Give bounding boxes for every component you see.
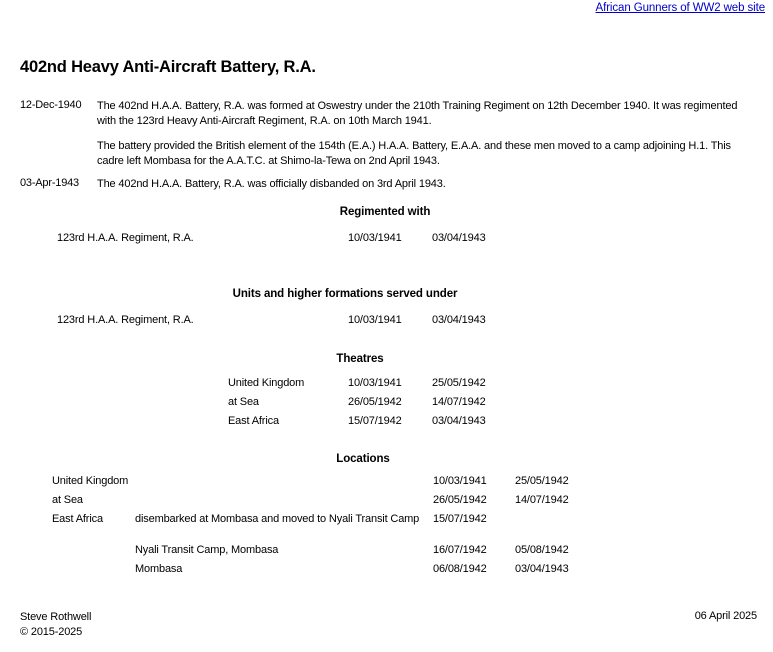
theatre-to-date: 25/05/1942: [432, 377, 486, 389]
location-to-date: 03/04/1943: [515, 563, 569, 575]
location-theatre-name: at Sea: [52, 494, 83, 506]
history-entry-paragraph: The 402nd H.A.A. Battery, R.A. was formed at Oswestry under the 210th Training Regiment on 12th December 1940. It was regimented with the 123rd Heavy Anti-Aircraft Regiment, R.A. on 10th March 1941.: [97, 100, 738, 127]
location-to-date: 14/07/1942: [515, 494, 569, 506]
history-entry: [20, 177, 760, 192]
formation-from-date: 10/03/1941: [348, 314, 402, 326]
history-entry-body: [97, 99, 755, 168]
table-row: [0, 313, 773, 332]
table-row: [0, 474, 773, 493]
theatre-name: United Kingdom: [228, 377, 305, 389]
table-row: [0, 493, 773, 512]
regimented-with-rows: [0, 231, 773, 250]
theatres-rows: [0, 376, 773, 433]
location-to-date: 25/05/1942: [515, 475, 569, 487]
formation-to-date: 03/04/1943: [432, 314, 486, 326]
formations-rows: [0, 313, 773, 332]
location-place-name: Mombasa: [135, 563, 183, 575]
table-row: [0, 512, 773, 543]
location-from-date: 15/07/1942: [433, 513, 487, 525]
table-row: [0, 543, 773, 562]
locations-rows: [0, 474, 773, 581]
theatres-heading: Theatres: [336, 353, 384, 365]
top-navigation: [596, 2, 765, 14]
table-row: [0, 395, 773, 414]
locations-heading: Locations: [336, 453, 390, 465]
history-entry-paragraph: The battery provided the British element of the 154th (E.A.) H.A.A. Battery, E.A.A. and these men moved to a camp adjoining H.1. This cadre left Mombasa for the A.A.T.C. at Shimo-la-Tewa on 2nd April 1943.: [97, 140, 731, 167]
theatre-to-date: 14/07/1942: [432, 396, 486, 408]
table-row: [0, 376, 773, 395]
table-row: [0, 562, 773, 581]
location-theatre-name: United Kingdom: [52, 475, 129, 487]
formation-unit-name: 123rd H.A.A. Regiment, R.A.: [57, 314, 194, 326]
location-from-date: 10/03/1941: [433, 475, 487, 487]
footer-author: Steve Rothwell: [20, 611, 92, 623]
theatre-to-date: 03/04/1943: [432, 415, 486, 427]
location-from-date: 26/05/1942: [433, 494, 487, 506]
history-entry-date: 03-Apr-1943: [20, 177, 79, 189]
location-place-name: disembarked at Mombasa and moved to Nyali Transit Camp: [135, 513, 420, 525]
regimented-unit-name: 123rd H.A.A. Regiment, R.A.: [57, 232, 194, 244]
location-from-date: 06/08/1942: [433, 563, 487, 575]
african-gunners-site-link[interactable]: African Gunners of WW2 web site: [595, 2, 765, 14]
regimented-with-heading: Regimented with: [339, 206, 431, 218]
regimented-to-date: 03/04/1943: [432, 232, 486, 244]
location-theatre-name: East Africa: [52, 513, 103, 525]
footer-date: 06 April 2025: [694, 610, 757, 622]
theatre-from-date: 15/07/1942: [348, 415, 402, 427]
formations-heading: Units and higher formations served under: [232, 288, 458, 300]
history-entry-body: [97, 177, 755, 192]
footer-left: [20, 610, 91, 640]
table-row: [0, 231, 773, 250]
location-to-date: 05/08/1942: [515, 544, 569, 556]
page-title: 402nd Heavy Anti-Aircraft Battery, R.A.: [20, 58, 316, 76]
theatre-name: at Sea: [228, 396, 259, 408]
theatre-from-date: 26/05/1942: [348, 396, 402, 408]
location-from-date: 16/07/1942: [433, 544, 487, 556]
history-entry: [20, 99, 760, 168]
footer-copyright: © 2015-2025: [20, 626, 83, 638]
theatre-from-date: 10/03/1941: [348, 377, 402, 389]
table-row: [0, 414, 773, 433]
history-entry-date: 12-Dec-1940: [20, 99, 82, 111]
location-place-name: Nyali Transit Camp, Mombasa: [135, 544, 279, 556]
regimented-from-date: 10/03/1941: [348, 232, 402, 244]
history-entries: [20, 99, 760, 201]
theatre-name: East Africa: [228, 415, 279, 427]
history-entry-paragraph: The 402nd H.A.A. Battery, R.A. was officially disbanded on 3rd April 1943.: [97, 178, 446, 190]
